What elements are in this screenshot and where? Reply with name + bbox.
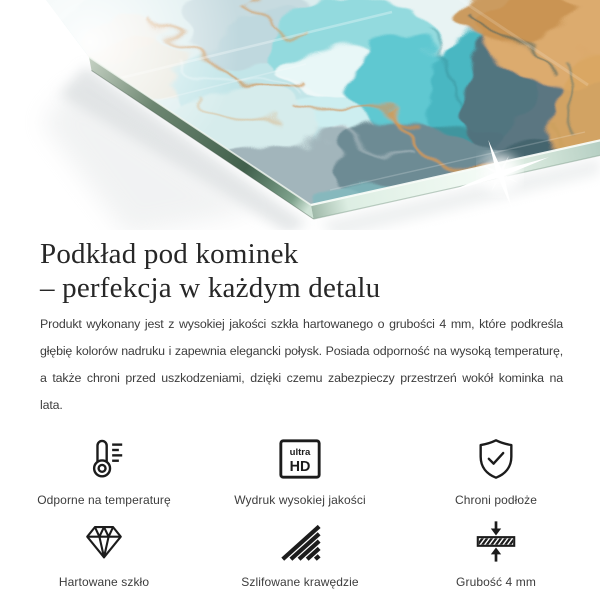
ultra-hd-icon <box>277 436 323 482</box>
glass-panel-art <box>0 0 600 230</box>
polished-edges-icon <box>277 518 323 564</box>
feature-thickness <box>398 517 594 589</box>
heading-line-2: – perfekcja w każdym detalu <box>40 272 381 304</box>
feature-label: Szlifowane krawędzie <box>241 575 359 589</box>
svg-text:ultra: ultra <box>289 446 311 458</box>
shield-check-icon <box>473 436 519 482</box>
text-block <box>0 237 600 419</box>
features-grid <box>6 435 594 589</box>
feature-tempered-glass <box>6 517 202 589</box>
product-image <box>0 0 600 230</box>
feature-label: Chroni podłoże <box>454 493 538 507</box>
feature-print-quality <box>202 435 398 507</box>
thermometer-icon <box>81 436 127 482</box>
thickness-icon <box>473 518 519 564</box>
heading-line-1: Podkład pod kominek <box>40 238 299 270</box>
feature-label: Hartowane szkło <box>58 575 150 589</box>
svg-text:HD: HD <box>289 458 311 475</box>
feature-label: Odporne na temperaturę <box>37 493 171 507</box>
feature-polished-edges <box>202 517 398 589</box>
diamond-icon <box>81 518 127 564</box>
page-title <box>40 237 562 305</box>
product-description: Produkt wykonany jest z wysokiej jakości szkła hartowanego o grubości 4 mm, które podkreśla głębię kolorów nadruku i zapewnia elegancki połysk. Posiada odporność na wysoką temperaturę, a także chroni przed uszkodzeniami, dzięki czemu zabezpieczy przestrzeń wokół kominka na lata. <box>40 317 563 412</box>
feature-heat-resistant <box>6 435 202 507</box>
feature-label: Wydruk wysokiej jakości <box>234 493 366 507</box>
feature-label: Grubość 4 mm <box>456 575 536 589</box>
feature-protects-floor <box>398 435 594 507</box>
